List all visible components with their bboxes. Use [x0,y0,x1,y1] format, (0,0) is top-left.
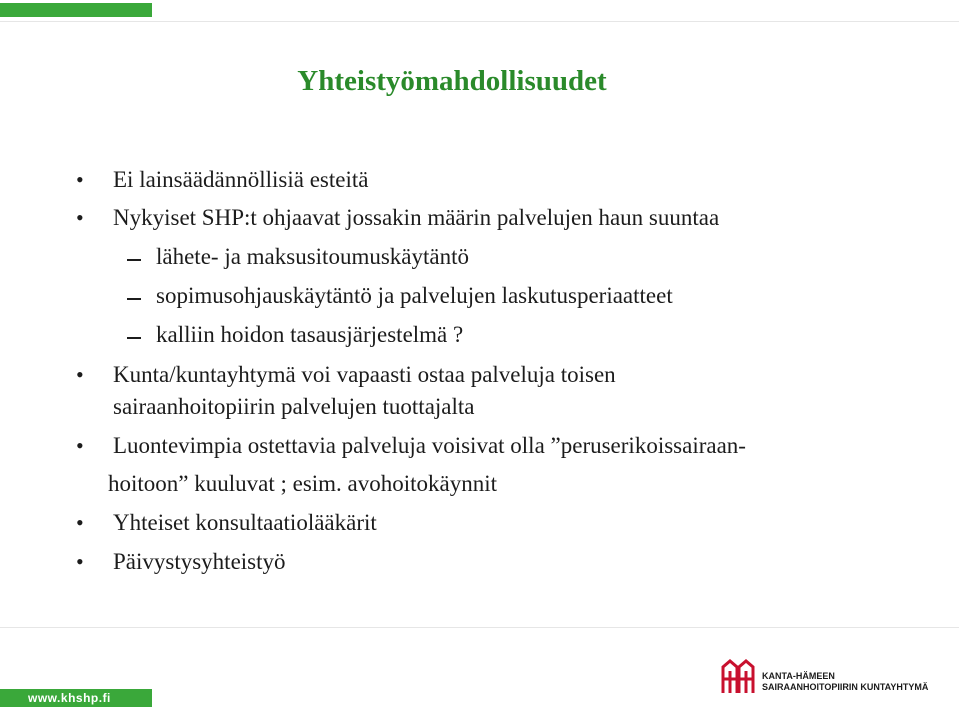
bullet-item: Kunta/kuntayhtymä voi vapaasti ostaa palveluja toisen [113,362,616,387]
bullet-icon: • [76,510,84,535]
dash-icon [127,298,141,300]
bullet-item: Luontevimpia ostettavia palveluja voisivat olla ”peruserikoissairaan- [113,433,746,458]
bullet-item-continuation: sairaanhoitopiirin palvelujen tuottajalta [113,394,475,419]
top-accent-bar [0,3,152,17]
slide-title: Yhteistyömahdollisuudet [297,65,607,97]
dash-icon [127,337,141,339]
bullet-icon: • [76,167,84,192]
logo-line-1: KANTA-HÄMEEN [762,671,835,681]
hospital-logo-icon [721,659,755,695]
footer-url: www.khshp.fi [0,689,152,707]
bottom-divider [0,627,959,628]
bullet-icon: • [76,205,84,230]
bullet-item: Ei lainsäädännöllisiä esteitä [113,167,369,192]
bullet-icon: • [76,362,84,387]
bullet-icon: • [76,549,84,574]
logo-line-2: SAIRAANHOITOPIIRIN KUNTAYHTYMÄ [762,682,929,692]
bullet-item: Yhteiset konsultaatiolääkärit [113,510,377,535]
sub-item: sopimusohjauskäytäntö ja palvelujen laskutusperiaatteet [156,283,673,308]
bullet-item: Päivystysyhteistyö [113,549,286,574]
hospital-logo-text [762,671,928,693]
bullet-item-continuation: hoitoon” kuuluvat ; esim. avohoitokäynnit [108,471,498,496]
bullet-item: Nykyiset SHP:t ohjaavat jossakin määrin palvelujen haun suuntaa [113,205,720,230]
bullet-icon: • [76,433,84,458]
top-divider [0,21,959,22]
dash-icon [127,259,141,261]
sub-item: lähete- ja maksusitoumuskäytäntö [156,244,469,269]
sub-item: kalliin hoidon tasausjärjestelmä ? [156,322,464,347]
